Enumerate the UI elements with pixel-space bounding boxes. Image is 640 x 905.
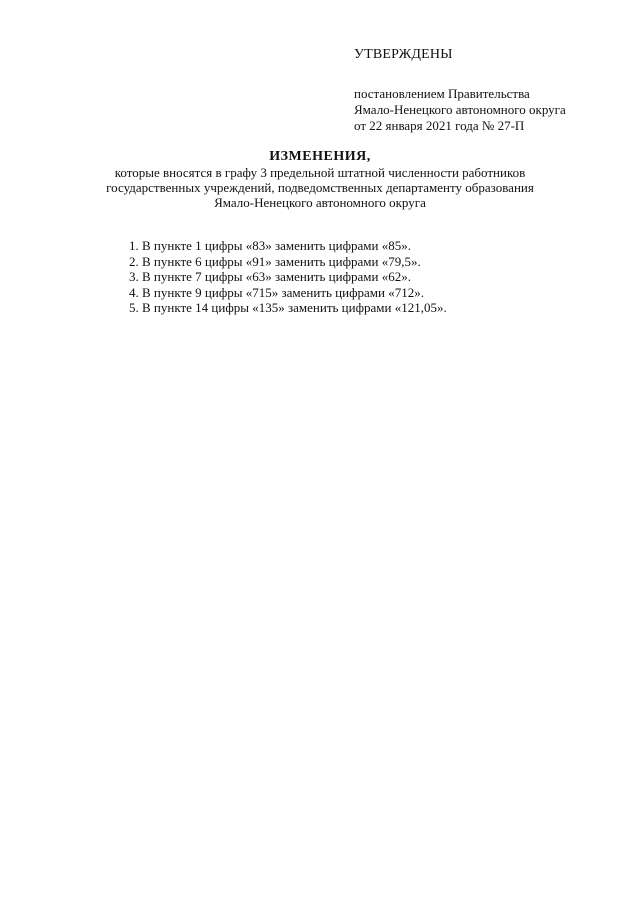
changes-list	[129, 238, 589, 316]
change-item-3: 3. В пункте 7 цифры «63» заменить цифрами «62».	[129, 269, 411, 284]
change-item-4: 4. В пункте 9 цифры «715» заменить цифрами «712».	[129, 284, 424, 300]
document-subtitle-line-2: государственных учреждений, подведомственных департаменту образования	[106, 180, 534, 195]
approval-line-region: Ямало-Ненецкого автономного округа	[354, 102, 566, 117]
document-subtitle-line-1: которые вносятся в графу 3 предельной штатной численности работников	[114, 165, 526, 180]
change-item-2: 2. В пункте 6 цифры «91» заменить цифрами «79,5».	[129, 253, 421, 269]
approval-line-decree: постановлением Правительства	[354, 86, 530, 101]
change-item-1: 1. В пункте 1 цифры «83» заменить цифрами «85».	[129, 238, 411, 253]
document-subtitle-line-3: Ямало-Ненецкого автономного округа	[214, 195, 426, 210]
document-heading	[60, 148, 580, 210]
change-item-5: 5. В пункте 14 цифры «135» заменить цифрами «121,05».	[129, 300, 447, 315]
approval-line-date: от 22 января 2021 года № 27-П	[354, 118, 525, 133]
approval-title: УТВЕРЖДЕНЫ	[354, 47, 453, 62]
approval-stamp-block	[354, 46, 624, 134]
document-title: ИЗМЕНЕНИЯ,	[269, 149, 371, 164]
